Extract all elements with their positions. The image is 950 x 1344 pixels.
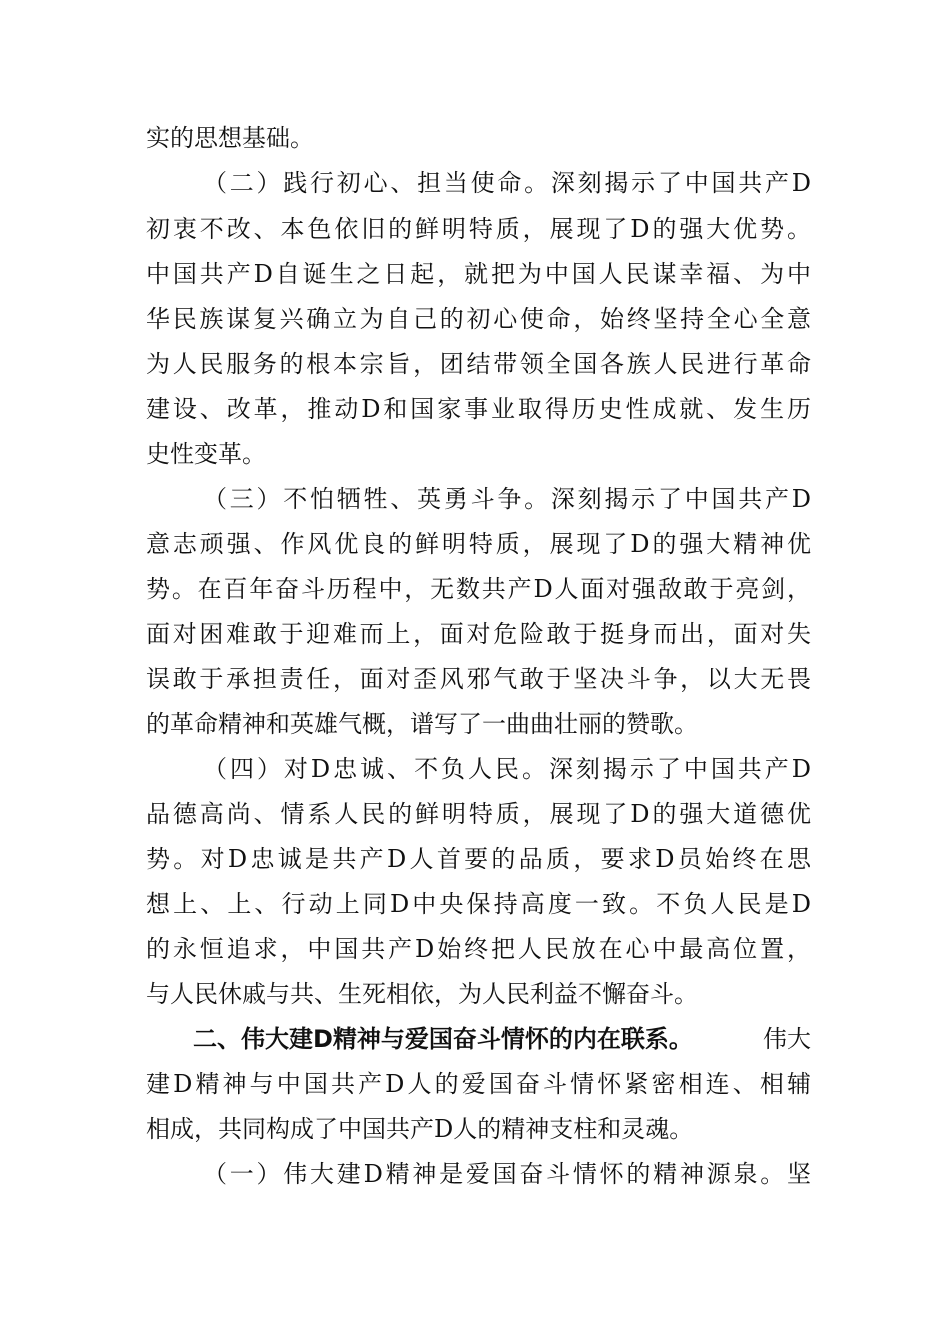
section-two-heading-line: （二）践行初心、担当使命。深刻揭示了中国共产D bbox=[203, 169, 811, 197]
section-heading-bold: 二、伟大建D精神与爱国奋斗情怀的内在联系。 bbox=[193, 1025, 693, 1053]
text-line: 史性变革。 bbox=[146, 440, 266, 468]
heading-line-section-two bbox=[193, 1019, 811, 1059]
text-line: 面对困难敢于迎难而上，面对危险敢于挺身而出，面对失 bbox=[146, 620, 811, 648]
text-line: 建设、改革，推动D和国家事业取得历史性成就、发生历 bbox=[146, 395, 811, 423]
text-line: 误敢于承担责任，面对歪风邪气敢于坚决斗争，以大无畏 bbox=[146, 665, 811, 693]
text-line: 华民族谋复兴确立为自己的初心使命，始终坚持全心全意 bbox=[146, 305, 811, 333]
text-line: 意志顽强、作风优良的鲜明特质，展现了D的强大精神优 bbox=[146, 530, 811, 558]
text-line: 的革命精神和英雄气概，谱写了一曲曲壮丽的赞歌。 bbox=[146, 710, 698, 738]
text-line: 为人民服务的根本宗旨，团结带领全国各族人民进行革命 bbox=[146, 350, 811, 378]
text-line: 势。对D忠诚是共产D人首要的品质，要求D员始终在思 bbox=[146, 845, 811, 873]
text-line: 的永恒追求，中国共产D始终把人民放在心中最高位置， bbox=[146, 935, 811, 963]
text-line: 建D精神与中国共产D人的爱国奋斗情怀紧密相连、相辅 bbox=[146, 1070, 811, 1098]
text-line: 中国共产D自诞生之日起，就把为中国人民谋幸福、为中 bbox=[146, 260, 811, 288]
text-line: 品德高尚、情系人民的鲜明特质，展现了D的强大道德优 bbox=[146, 800, 811, 828]
heading-line-tail: 伟大 bbox=[763, 1025, 811, 1053]
text-line: 势。在百年奋斗历程中，无数共产D人面对强敌敢于亮剑， bbox=[146, 575, 811, 603]
text-line: 与人民休戚与共、生死相依，为人民利益不懈奋斗。 bbox=[146, 980, 698, 1008]
section-three-heading-line: （三）不怕牺牲、英勇斗争。深刻揭示了中国共产D bbox=[203, 485, 811, 513]
section-four-heading-line: （四）对D忠诚、不负人民。深刻揭示了中国共产D bbox=[203, 755, 811, 783]
text-line: 实的思想基础。 bbox=[146, 124, 314, 152]
text-line: 相成，共同构成了中国共产D人的精神支柱和灵魂。 bbox=[146, 1115, 694, 1143]
text-line: 初衷不改、本色依旧的鲜明特质，展现了D的强大优势。 bbox=[146, 215, 811, 243]
subsection-one-heading-line: （一）伟大建D精神是爱国奋斗情怀的精神源泉。坚 bbox=[203, 1160, 811, 1188]
text-line: 想上、上、行动上同D中央保持高度一致。不负人民是D bbox=[146, 890, 811, 918]
